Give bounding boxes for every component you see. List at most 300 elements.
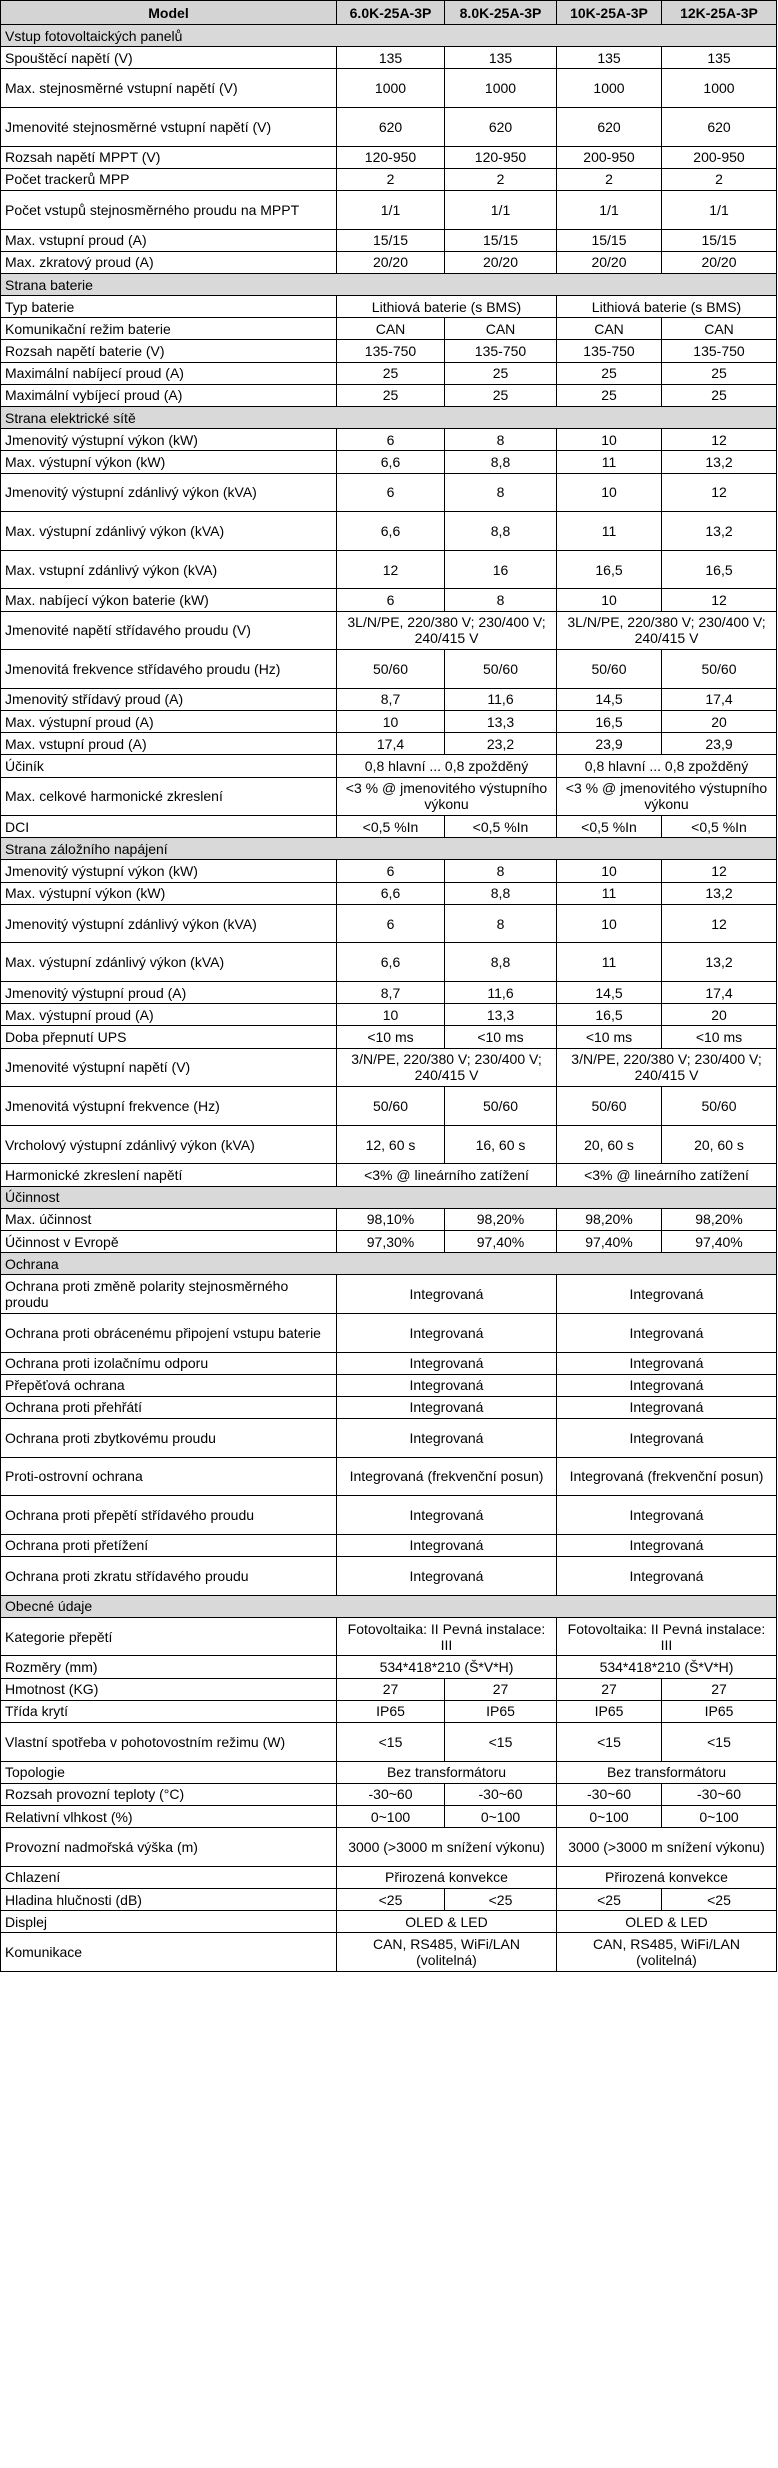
table-row	[1, 1048, 777, 1087]
value-cell: 1000	[662, 69, 777, 108]
row-label: Jmenovité stejnosměrné vstupní napětí (V)	[1, 107, 337, 146]
section-title: Účinnost	[1, 1186, 777, 1208]
table-row	[1, 1026, 777, 1048]
value-cell: 8	[445, 473, 557, 512]
merged-value-cell: Přirozená konvekce	[557, 1866, 777, 1888]
value-cell: 20, 60 s	[662, 1125, 777, 1164]
merged-value-cell: Integrovaná	[337, 1396, 557, 1418]
row-label: Max. výstupní proud (A)	[1, 1004, 337, 1026]
table-row	[1, 1656, 777, 1678]
merged-value-cell: Integrovaná (frekvenční posun)	[557, 1457, 777, 1496]
table-row	[1, 589, 777, 611]
value-cell: 200-950	[557, 146, 662, 168]
value-cell: 120-950	[445, 146, 557, 168]
value-cell: 20	[662, 1004, 777, 1026]
merged-value-cell: Bez transformátoru	[337, 1761, 557, 1783]
value-cell: 50/60	[662, 650, 777, 689]
row-label: Jmenovité výstupní napětí (V)	[1, 1048, 337, 1087]
value-cell: 2	[445, 168, 557, 190]
value-cell: <10 ms	[557, 1026, 662, 1048]
row-label: Doba přepnutí UPS	[1, 1026, 337, 1048]
section-header-row	[1, 838, 777, 860]
value-cell: 97,40%	[445, 1230, 557, 1252]
merged-value-cell: 3/N/PE, 220/380 V; 230/400 V; 240/415 V	[557, 1048, 777, 1087]
value-cell: 1/1	[557, 190, 662, 229]
row-label: Max. nabíjecí výkon baterie (kW)	[1, 589, 337, 611]
merged-value-cell: Integrovaná	[337, 1557, 557, 1596]
row-label: Max. stejnosměrné vstupní napětí (V)	[1, 69, 337, 108]
value-cell: 13,2	[662, 882, 777, 904]
row-label: Ochrana proti izolačnímu odporu	[1, 1352, 337, 1374]
value-cell: 50/60	[337, 650, 445, 689]
value-cell: 25	[445, 384, 557, 406]
merged-value-cell: 534*418*210 (Š*V*H)	[557, 1656, 777, 1678]
value-cell: 0~100	[662, 1805, 777, 1827]
merged-value-cell: Integrovaná	[557, 1374, 777, 1396]
merged-value-cell: Integrovaná	[557, 1313, 777, 1352]
table-row	[1, 473, 777, 512]
value-cell: <25	[557, 1888, 662, 1910]
merged-value-cell: Integrovaná	[557, 1396, 777, 1418]
table-row	[1, 1617, 777, 1656]
value-cell: 13,2	[662, 943, 777, 982]
table-row	[1, 943, 777, 982]
table-row	[1, 512, 777, 551]
merged-value-cell: 3000 (>3000 m snížení výkonu)	[557, 1828, 777, 1867]
value-cell: 620	[557, 107, 662, 146]
value-cell: 25	[662, 362, 777, 384]
value-cell: 16,5	[557, 710, 662, 732]
row-label: Topologie	[1, 1761, 337, 1783]
merged-value-cell: OLED & LED	[337, 1911, 557, 1933]
value-cell: <15	[337, 1722, 445, 1761]
value-cell: <0,5 %In	[662, 816, 777, 838]
value-cell: 1000	[557, 69, 662, 108]
value-cell: 20/20	[445, 251, 557, 273]
table-row	[1, 1374, 777, 1396]
value-cell: 8	[445, 589, 557, 611]
merged-value-cell: Integrovaná	[557, 1534, 777, 1556]
value-cell: 6	[337, 904, 445, 943]
value-cell: 120-950	[337, 146, 445, 168]
row-label: Relativní vlhkost (%)	[1, 1805, 337, 1827]
row-label: Ochrana proti přetížení	[1, 1534, 337, 1556]
value-cell: 16,5	[557, 1004, 662, 1026]
section-title: Strana baterie	[1, 273, 777, 295]
table-row	[1, 168, 777, 190]
row-label: Provozní nadmořská výška (m)	[1, 1828, 337, 1867]
value-cell: 25	[662, 384, 777, 406]
row-label: Jmenovitý výstupní zdánlivý výkon (kVA)	[1, 473, 337, 512]
table-row	[1, 1911, 777, 1933]
row-label: Rozsah napětí baterie (V)	[1, 340, 337, 362]
merged-value-cell: <3 % @ jmenovitého výstupního výkonu	[557, 777, 777, 816]
value-cell: 17,4	[337, 733, 445, 755]
row-label: Kategorie přepětí	[1, 1617, 337, 1656]
table-row	[1, 611, 777, 650]
row-label: Komunikační režim baterie	[1, 318, 337, 340]
value-cell: 11,6	[445, 982, 557, 1004]
value-cell: 135	[557, 47, 662, 69]
value-cell: 6,6	[337, 451, 445, 473]
model-name-header: 6.0K-25A-3P	[337, 1, 445, 25]
section-title: Strana záložního napájení	[1, 838, 777, 860]
value-cell: 135	[445, 47, 557, 69]
table-row	[1, 710, 777, 732]
table-row	[1, 1496, 777, 1535]
value-cell: 12	[662, 589, 777, 611]
value-cell: 17,4	[662, 982, 777, 1004]
row-label: Harmonické zkreslení napětí	[1, 1164, 337, 1186]
row-label: Spouštěcí napětí (V)	[1, 47, 337, 69]
merged-value-cell: Integrovaná	[337, 1419, 557, 1458]
value-cell: 12	[662, 473, 777, 512]
value-cell: 23,2	[445, 733, 557, 755]
value-cell: 20, 60 s	[557, 1125, 662, 1164]
row-label: Chlazení	[1, 1866, 337, 1888]
table-row	[1, 1557, 777, 1596]
spec-table-body	[1, 25, 777, 1972]
table-row	[1, 146, 777, 168]
value-cell: 10	[557, 429, 662, 451]
value-cell: <0,5 %In	[557, 816, 662, 838]
row-label: Jmenovitý střídavý proud (A)	[1, 688, 337, 710]
table-row	[1, 384, 777, 406]
merged-value-cell: Integrovaná	[557, 1557, 777, 1596]
value-cell: 12	[337, 550, 445, 589]
value-cell: 12	[662, 860, 777, 882]
value-cell: 135	[662, 47, 777, 69]
row-label: Max. výstupní proud (A)	[1, 710, 337, 732]
model-name-header: 8.0K-25A-3P	[445, 1, 557, 25]
value-cell: <25	[337, 1888, 445, 1910]
section-header-row	[1, 1595, 777, 1617]
value-cell: 17,4	[662, 688, 777, 710]
merged-value-cell: 534*418*210 (Š*V*H)	[337, 1656, 557, 1678]
value-cell: 11	[557, 943, 662, 982]
value-cell: 27	[662, 1678, 777, 1700]
merged-value-cell: Integrovaná	[337, 1534, 557, 1556]
table-row	[1, 550, 777, 589]
value-cell: 10	[337, 1004, 445, 1026]
value-cell: IP65	[557, 1700, 662, 1722]
row-label: Max. výstupní zdánlivý výkon (kVA)	[1, 943, 337, 982]
value-cell: 1/1	[337, 190, 445, 229]
table-row	[1, 650, 777, 689]
row-label: Max. vstupní zdánlivý výkon (kVA)	[1, 550, 337, 589]
value-cell: 6,6	[337, 943, 445, 982]
table-row	[1, 1534, 777, 1556]
merged-value-cell: 3L/N/PE, 220/380 V; 230/400 V; 240/415 V	[337, 611, 557, 650]
value-cell: -30~60	[557, 1783, 662, 1805]
table-row	[1, 190, 777, 229]
value-cell: 1/1	[662, 190, 777, 229]
value-cell: 98,20%	[557, 1208, 662, 1230]
value-cell: <15	[662, 1722, 777, 1761]
merged-value-cell: Lithiová baterie (s BMS)	[557, 296, 777, 318]
row-label: Rozměry (mm)	[1, 1656, 337, 1678]
value-cell: 50/60	[557, 1087, 662, 1126]
row-label: Hladina hlučnosti (dB)	[1, 1888, 337, 1910]
value-cell: 12	[662, 904, 777, 943]
row-label: Jmenovité napětí střídavého proudu (V)	[1, 611, 337, 650]
value-cell: 25	[557, 362, 662, 384]
value-cell: 10	[557, 473, 662, 512]
value-cell: 6	[337, 429, 445, 451]
table-row	[1, 107, 777, 146]
table-row	[1, 429, 777, 451]
row-label: Max. výstupní výkon (kW)	[1, 882, 337, 904]
merged-value-cell: <3 % @ jmenovitého výstupního výkonu	[337, 777, 557, 816]
table-row	[1, 47, 777, 69]
merged-value-cell: Fotovoltaika: II Pevná instalace: III	[557, 1617, 777, 1656]
row-label: DCI	[1, 816, 337, 838]
merged-value-cell: 3/N/PE, 220/380 V; 230/400 V; 240/415 V	[337, 1048, 557, 1087]
table-row	[1, 755, 777, 777]
value-cell: <0,5 %In	[445, 816, 557, 838]
row-label: Max. celkové harmonické zkreslení	[1, 777, 337, 816]
table-row	[1, 362, 777, 384]
value-cell: 8,7	[337, 688, 445, 710]
row-label: Jmenovitá výstupní frekvence (Hz)	[1, 1087, 337, 1126]
section-title: Strana elektrické sítě	[1, 407, 777, 429]
value-cell: 1000	[337, 69, 445, 108]
value-cell: 11,6	[445, 688, 557, 710]
value-cell: 97,40%	[662, 1230, 777, 1252]
table-row	[1, 1087, 777, 1126]
row-label: Počet trackerů MPP	[1, 168, 337, 190]
value-cell: 23,9	[557, 733, 662, 755]
value-cell: 27	[337, 1678, 445, 1700]
table-row	[1, 777, 777, 816]
value-cell: CAN	[445, 318, 557, 340]
merged-value-cell: <3% @ lineárního zatížení	[557, 1164, 777, 1186]
value-cell: 0~100	[337, 1805, 445, 1827]
row-label: Rozsah napětí MPPT (V)	[1, 146, 337, 168]
row-label: Max. zkratový proud (A)	[1, 251, 337, 273]
table-row	[1, 1761, 777, 1783]
row-label: Typ baterie	[1, 296, 337, 318]
merged-value-cell: OLED & LED	[557, 1911, 777, 1933]
value-cell: 50/60	[445, 1087, 557, 1126]
value-cell: 135	[337, 47, 445, 69]
value-cell: 135-750	[445, 340, 557, 362]
value-cell: 1000	[445, 69, 557, 108]
value-cell: 14,5	[557, 982, 662, 1004]
row-label: Max. výstupní výkon (kW)	[1, 451, 337, 473]
value-cell: <25	[662, 1888, 777, 1910]
row-label: Proti-ostrovní ochrana	[1, 1457, 337, 1496]
value-cell: 10	[337, 710, 445, 732]
row-label: Třída krytí	[1, 1700, 337, 1722]
value-cell: 98,10%	[337, 1208, 445, 1230]
table-row	[1, 1700, 777, 1722]
section-header-row	[1, 1253, 777, 1275]
value-cell: 135-750	[557, 340, 662, 362]
value-cell: 11	[557, 451, 662, 473]
merged-value-cell: 3L/N/PE, 220/380 V; 230/400 V; 240/415 V	[557, 611, 777, 650]
merged-value-cell: 0,8 hlavní ... 0,8 zpožděný	[337, 755, 557, 777]
table-row	[1, 1125, 777, 1164]
merged-value-cell: Integrovaná	[337, 1496, 557, 1535]
value-cell: 135-750	[337, 340, 445, 362]
merged-value-cell: Integrovaná	[557, 1496, 777, 1535]
value-cell: 12	[662, 429, 777, 451]
merged-value-cell: Bez transformátoru	[557, 1761, 777, 1783]
value-cell: 97,30%	[337, 1230, 445, 1252]
table-row	[1, 1352, 777, 1374]
value-cell: 50/60	[557, 650, 662, 689]
merged-value-cell: Fotovoltaika: II Pevná instalace: III	[337, 1617, 557, 1656]
table-row	[1, 318, 777, 340]
table-row	[1, 251, 777, 273]
value-cell: 27	[445, 1678, 557, 1700]
value-cell: 620	[337, 107, 445, 146]
value-cell: 13,2	[662, 512, 777, 551]
merged-value-cell: Přirozená konvekce	[337, 1866, 557, 1888]
merged-value-cell: Integrovaná	[557, 1352, 777, 1374]
merged-value-cell: 3000 (>3000 m snížení výkonu)	[337, 1828, 557, 1867]
table-row	[1, 1866, 777, 1888]
table-row	[1, 904, 777, 943]
value-cell: -30~60	[662, 1783, 777, 1805]
header-row	[1, 1, 777, 25]
model-name-header: 10K-25A-3P	[557, 1, 662, 25]
row-label: Vlastní spotřeba v pohotovostním režimu (W)	[1, 1722, 337, 1761]
merged-value-cell: CAN, RS485, WiFi/LAN (volitelná)	[337, 1933, 557, 1972]
value-cell: 13,3	[445, 1004, 557, 1026]
value-cell: 15/15	[337, 229, 445, 251]
value-cell: 25	[557, 384, 662, 406]
value-cell: 16,5	[557, 550, 662, 589]
value-cell: 200-950	[662, 146, 777, 168]
section-title: Obecné údaje	[1, 1595, 777, 1617]
section-title: Vstup fotovoltaických panelů	[1, 25, 777, 47]
merged-value-cell: Integrovaná	[337, 1352, 557, 1374]
section-title: Ochrana	[1, 1253, 777, 1275]
value-cell: <15	[557, 1722, 662, 1761]
table-row	[1, 1396, 777, 1418]
section-header-row	[1, 1186, 777, 1208]
row-label: Účinnost v Evropě	[1, 1230, 337, 1252]
table-row	[1, 1933, 777, 1972]
value-cell: 27	[557, 1678, 662, 1700]
row-label: Jmenovitý výstupní zdánlivý výkon (kVA)	[1, 904, 337, 943]
table-row	[1, 296, 777, 318]
value-cell: 620	[662, 107, 777, 146]
value-cell: 6,6	[337, 512, 445, 551]
merged-value-cell: Integrovaná	[337, 1313, 557, 1352]
table-row	[1, 688, 777, 710]
table-row	[1, 1004, 777, 1026]
value-cell: 20/20	[557, 251, 662, 273]
table-row	[1, 1888, 777, 1910]
table-row	[1, 1275, 777, 1314]
value-cell: 98,20%	[662, 1208, 777, 1230]
table-row	[1, 1230, 777, 1252]
row-label: Max. vstupní proud (A)	[1, 229, 337, 251]
table-row	[1, 69, 777, 108]
value-cell: 23,9	[662, 733, 777, 755]
table-row	[1, 1828, 777, 1867]
merged-value-cell: CAN, RS485, WiFi/LAN (volitelná)	[557, 1933, 777, 1972]
table-row	[1, 1164, 777, 1186]
value-cell: 50/60	[445, 650, 557, 689]
value-cell: 0~100	[445, 1805, 557, 1827]
row-label: Maximální vybíjecí proud (A)	[1, 384, 337, 406]
value-cell: <10 ms	[445, 1026, 557, 1048]
value-cell: 15/15	[557, 229, 662, 251]
value-cell: 13,3	[445, 710, 557, 732]
table-row	[1, 1208, 777, 1230]
table-row	[1, 1678, 777, 1700]
table-row	[1, 860, 777, 882]
section-header-row	[1, 25, 777, 47]
value-cell: 8,7	[337, 982, 445, 1004]
value-cell: 11	[557, 512, 662, 551]
row-label: Ochrana proti přepětí střídavého proudu	[1, 1496, 337, 1535]
section-header-row	[1, 407, 777, 429]
merged-value-cell: <3% @ lineárního zatížení	[337, 1164, 557, 1186]
value-cell: 0~100	[557, 1805, 662, 1827]
row-label: Hmotnost (KG)	[1, 1678, 337, 1700]
row-label: Rozsah provozní teploty (°C)	[1, 1783, 337, 1805]
table-row	[1, 340, 777, 362]
row-label: Vrcholový výstupní zdánlivý výkon (kVA)	[1, 1125, 337, 1164]
value-cell: 135-750	[662, 340, 777, 362]
table-row	[1, 1783, 777, 1805]
row-label: Ochrana proti přehřátí	[1, 1396, 337, 1418]
row-label: Ochrana proti zbytkovému proudu	[1, 1419, 337, 1458]
value-cell: 8,8	[445, 451, 557, 473]
merged-value-cell: Integrovaná (frekvenční posun)	[337, 1457, 557, 1496]
value-cell: 20/20	[337, 251, 445, 273]
value-cell: 14,5	[557, 688, 662, 710]
value-cell: 16	[445, 550, 557, 589]
row-label: Ochrana proti zkratu střídavého proudu	[1, 1557, 337, 1596]
table-row	[1, 451, 777, 473]
value-cell: 6	[337, 473, 445, 512]
value-cell: 8	[445, 860, 557, 882]
value-cell: 2	[337, 168, 445, 190]
row-label: Jmenovitý výstupní výkon (kW)	[1, 429, 337, 451]
value-cell: 15/15	[445, 229, 557, 251]
model-name-header: 12K-25A-3P	[662, 1, 777, 25]
value-cell: 10	[557, 904, 662, 943]
value-cell: 6	[337, 860, 445, 882]
merged-value-cell: Lithiová baterie (s BMS)	[337, 296, 557, 318]
value-cell: CAN	[557, 318, 662, 340]
value-cell: 16,5	[662, 550, 777, 589]
table-row	[1, 1313, 777, 1352]
value-cell: 10	[557, 860, 662, 882]
value-cell: IP65	[337, 1700, 445, 1722]
value-cell: 2	[662, 168, 777, 190]
value-cell: 20	[662, 710, 777, 732]
value-cell: 2	[557, 168, 662, 190]
table-row	[1, 733, 777, 755]
row-label: Jmenovitá frekvence střídavého proudu (Hz)	[1, 650, 337, 689]
value-cell: 12, 60 s	[337, 1125, 445, 1164]
value-cell: 16, 60 s	[445, 1125, 557, 1164]
merged-value-cell: Integrovaná	[557, 1275, 777, 1314]
value-cell: IP65	[662, 1700, 777, 1722]
row-label: Max. výstupní zdánlivý výkon (kVA)	[1, 512, 337, 551]
value-cell: 8	[445, 904, 557, 943]
table-row	[1, 1457, 777, 1496]
row-label: Max. účinnost	[1, 1208, 337, 1230]
value-cell: 13,2	[662, 451, 777, 473]
